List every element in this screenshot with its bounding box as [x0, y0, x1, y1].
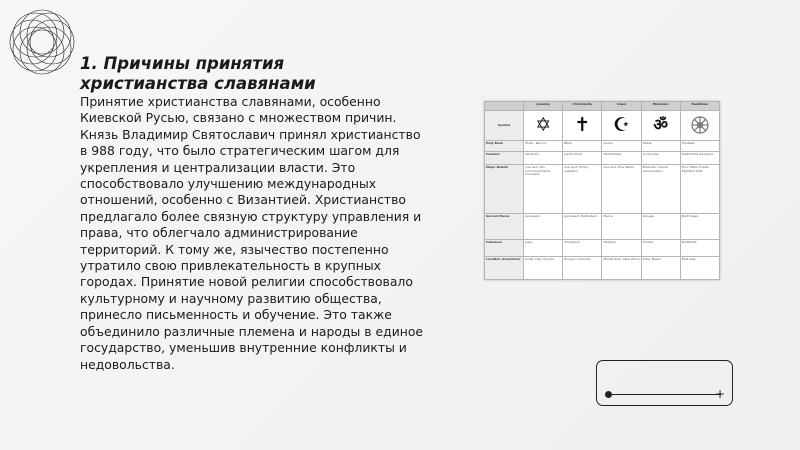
table-cell: Bible [563, 140, 602, 152]
table-cell: one God; Trinity; salvation [563, 165, 602, 214]
table-cell: one God; Five Pillars [602, 165, 641, 214]
table-cell: Israel, USA, Europe [524, 256, 563, 279]
slide-title: 1. Причины принятия христианства славянами [80, 54, 316, 93]
table-header-cell: Hinduism [641, 102, 680, 111]
table-cell [680, 111, 719, 141]
decorative-slider-frame [596, 360, 733, 406]
table-row [485, 214, 720, 240]
table-cell [602, 111, 641, 141]
row-label: Holy Book [485, 140, 524, 152]
crescent-star-icon: ☪ [613, 114, 631, 137]
table-cell: Torah, Talmud [524, 140, 563, 152]
religions-comparison-table [484, 101, 720, 280]
row-label: Followers [485, 239, 524, 256]
table-row [485, 165, 720, 214]
slider-handle-dot-icon [605, 391, 612, 398]
table-cell: Tripitaka [680, 140, 719, 152]
table-cell [524, 111, 563, 141]
table-cell: Vedas [641, 140, 680, 152]
table-cell: Four Noble Truths; Eightfold Path [680, 165, 719, 214]
table-cell: Brahman; karma; reincarnation [641, 165, 680, 214]
om-icon: ॐ [653, 115, 668, 135]
table-row [485, 239, 720, 256]
table-header-cell: Judaism [524, 102, 563, 111]
table-cell: Jews [524, 239, 563, 256]
row-label: Location (Countries) [485, 256, 524, 279]
row-label: Major Beliefs [485, 165, 524, 214]
table-row [485, 140, 720, 152]
table-cell: Quran [602, 140, 641, 152]
religions-comparison-table-image [484, 101, 720, 280]
table-header-cell: Christianity [563, 102, 602, 111]
table-cell: Middle East, Asia, Africa [602, 256, 641, 279]
table-cell: Buddhists [680, 239, 719, 256]
table-cell: Siddhartha Gautama [680, 152, 719, 165]
table-cell: Hindus [641, 239, 680, 256]
row-label: Sacred Places [485, 214, 524, 240]
table-cell: Bodh Gaya [680, 214, 719, 240]
row-label: Symbol [485, 111, 524, 141]
table-cell: Abraham [524, 152, 563, 165]
table-cell [641, 111, 680, 141]
table-cell: Jerusalem; Bethlehem [563, 214, 602, 240]
table-cell: Muslims [602, 239, 641, 256]
latin-cross-icon: ✝ [574, 114, 591, 137]
row-label: Founder [485, 152, 524, 165]
slider-track [609, 394, 721, 395]
decorative-circle-ornament-icon [2, 2, 82, 82]
table-cell: Jerusalem [524, 214, 563, 240]
table-cell: Mecca [602, 214, 641, 240]
table-header-cell [485, 102, 524, 111]
table-header-row [485, 102, 720, 111]
table-cell: Christians [563, 239, 602, 256]
star-of-david-icon: ✡ [535, 114, 552, 137]
table-row [485, 152, 720, 165]
table-row [485, 111, 720, 141]
table-cell [563, 111, 602, 141]
table-header-cell: Buddhism [680, 102, 719, 111]
table-cell: East Asia [680, 256, 719, 279]
slide-body-text: Принятие христианства славянами, особенно Киевской Русью, связано с множеством причин. Князь Владимир Святославич принял христианство в 988 году, что было стратегическим шагом для укрепления и централизации власти. Это способствовало улучшению международных отношений, особенно с Византией. Христианство предлагало более связную структуру управления и права, что облегчало администрирование территорий. К тому же, язычество постепенно утратило свою привлекательность в крупных городах. Принятие новой религии способствовало культурному и научному развитию общества, принесло письменность и обучение. Это также объединило различные племена и народы в единое государство, уменьшив внутренние конфликты и недовольства. [80, 94, 424, 372]
table-header-cell: Islam [602, 102, 641, 111]
table-row [485, 256, 720, 279]
table-cell: Ganges [641, 214, 680, 240]
table-cell: India, Nepal [641, 256, 680, 279]
table-cell: Muhammad [602, 152, 641, 165]
table-cell: one God; Ten Commandments; Covenant [524, 165, 563, 214]
dharma-wheel-icon [690, 115, 710, 135]
table-cell: no founder [641, 152, 680, 165]
plus-icon: + [715, 387, 726, 401]
table-cell: Jesus Christ [563, 152, 602, 165]
table-cell: Europe, Americas [563, 256, 602, 279]
